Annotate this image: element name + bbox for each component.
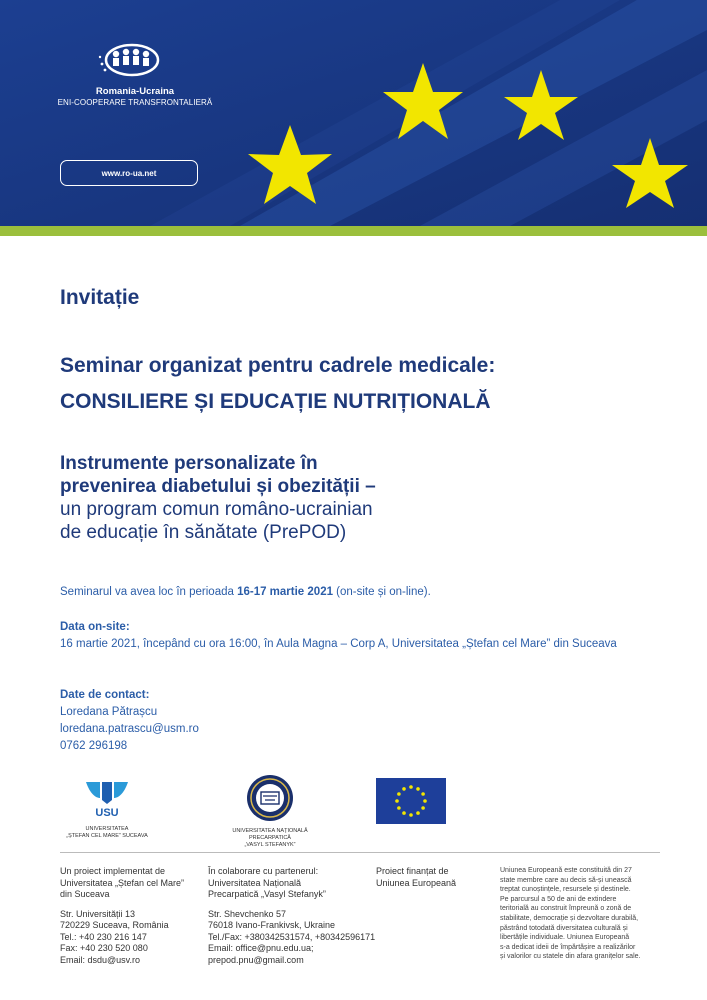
pnu-seal-icon: [246, 774, 294, 822]
contact-email[interactable]: loredana.patrascu@usm.ro: [60, 723, 199, 735]
footer-line: În colaborare cu partenerul:: [208, 866, 319, 876]
footer-implementer: [60, 866, 184, 966]
footer-line: Tel.: +40 230 216 147: [60, 931, 147, 942]
eu-star-icon: [397, 792, 401, 796]
footer-line: și valorilor cu statele din afara granițelor sale.: [500, 953, 641, 961]
footer-line: [208, 901, 375, 909]
footer-line: Tel./Fax: +380342531574, +80342596171: [208, 931, 376, 942]
seminar-title: Seminar organizat pentru cadrele medicale:: [60, 354, 496, 377]
usv-logo-text: USU: [95, 807, 119, 819]
usv-logo-icon: [84, 780, 130, 820]
eu-star-icon: [423, 799, 427, 803]
footer-partner: [208, 866, 375, 966]
footer-line: Uniunea Europeană: [376, 877, 457, 888]
eu-star-icon: [395, 799, 399, 803]
contact-phone: 0762 296198: [60, 740, 128, 752]
footer-line: Uniunea Europeană este constituită din 27: [500, 867, 632, 874]
footer-line: s-a dedicat ideii de împărtășire a realizărilor: [500, 943, 636, 951]
website-link[interactable]: www.ro-ua.net: [60, 160, 198, 186]
pnu-caption: UNIVERSITATEA NAȚIONALĂ PRECARPATICĂ „VASYL STEFANYK”: [232, 828, 308, 848]
eu-star-icon: [409, 813, 413, 817]
footer-line: păstrând totodată diversitatea culturală și: [500, 924, 628, 932]
footer-line: din Suceava: [60, 889, 110, 899]
romania-ucraina-logo-icon: [96, 42, 160, 78]
footer-line: Universitatea „Ștefan cel Mare”: [60, 877, 185, 888]
footer-line: Str. Shevchenko 57: [208, 908, 287, 919]
footer-line: teritorială au construit împreună o zonă de: [500, 905, 632, 913]
period-text: Seminarul va avea loc în perioada 16-17 martie 2021 (on-site și on-line).: [60, 586, 431, 598]
footer-line: Un proiect implementat de: [60, 866, 166, 876]
eu-star-icon: [421, 792, 425, 796]
footer-line: treptat cunoștințele, resursele și destinele.: [500, 886, 631, 894]
footer-divider: [60, 852, 660, 853]
subtitle-line-3: un program comun româno-ucrainian: [60, 499, 373, 520]
brand-subtitle: ENI-COOPERARE TRANSFRONTALIERĂ: [57, 98, 213, 107]
seminar-topic: CONSILIERE ȘI EDUCAȚIE NUTRIȚIONALĂ: [60, 390, 491, 413]
eu-flag-icon: [376, 778, 446, 824]
footer-line: state membre care au decis să-și unească: [500, 876, 632, 884]
onsite-label: Data on-site:: [60, 621, 130, 633]
footer-line: Proiect finanțat de: [376, 866, 449, 876]
footer-line: Precarpatică „Vasyl Stefanyk”: [208, 889, 326, 899]
contact-name: Loredana Pătrașcu: [60, 706, 158, 718]
invitation-heading: Invitație: [60, 286, 140, 309]
eu-star-icon: [416, 787, 420, 791]
eu-banner-graphic: [0, 0, 707, 226]
subtitle-line-4: de educație în sănătate (PrePOD): [60, 522, 347, 543]
contact-label: Date de contact:: [60, 689, 150, 701]
accent-bar: [0, 226, 707, 236]
footer-funding: [376, 866, 456, 889]
seminar-subtitle: [60, 452, 376, 544]
footer-line: stabilitate, democrație și dezvoltare durabilă,: [500, 914, 639, 922]
eu-star-icon: [421, 806, 425, 810]
footer-line: libertățile individuale. Uniunea Europeană: [500, 934, 630, 942]
footer-line: Pe parcursul a 50 de ani de extindere: [500, 895, 617, 903]
footer-line: Email: dsdu@usv.ro: [60, 954, 140, 965]
eu-star-icon: [402, 811, 406, 815]
footer-line: 76018 Ivano-Frankivsk, Ukraine: [208, 920, 336, 930]
footer-line: Universitatea Națională: [208, 877, 302, 888]
subtitle-line-2: prevenirea diabetului și obezității –: [60, 476, 376, 497]
usv-caption: UNIVERSITATEA „ȘTEFAN CEL MARE” SUCEAVA: [66, 826, 148, 839]
eu-star-icon: [409, 785, 413, 789]
eu-star-icon: [416, 811, 420, 815]
brand-title: Romania-Ucraina: [95, 86, 175, 97]
footer-line: 720229 Suceava, România: [60, 920, 169, 930]
eu-star-icon: [397, 806, 401, 810]
footer-line: [60, 901, 184, 909]
footer-line: Str. Universității 13: [60, 908, 136, 919]
footer-line: prepod.pnu@gmail.com: [208, 954, 304, 965]
footer-eu-statement: [500, 866, 660, 962]
eu-star-icon: [402, 787, 406, 791]
subtitle-line-1: Instrumente personalizate în: [60, 453, 318, 474]
onsite-text: 16 martie 2021, începând cu ora 16:00, în Aula Magna – Corp A, Universitatea „Ștefan cel Mare” din Suceava: [60, 638, 617, 650]
footer-line: Fax: +40 230 520 080: [60, 943, 148, 953]
footer-line: Email: office@pnu.edu.ua;: [208, 943, 314, 953]
header-banner: [0, 0, 707, 226]
